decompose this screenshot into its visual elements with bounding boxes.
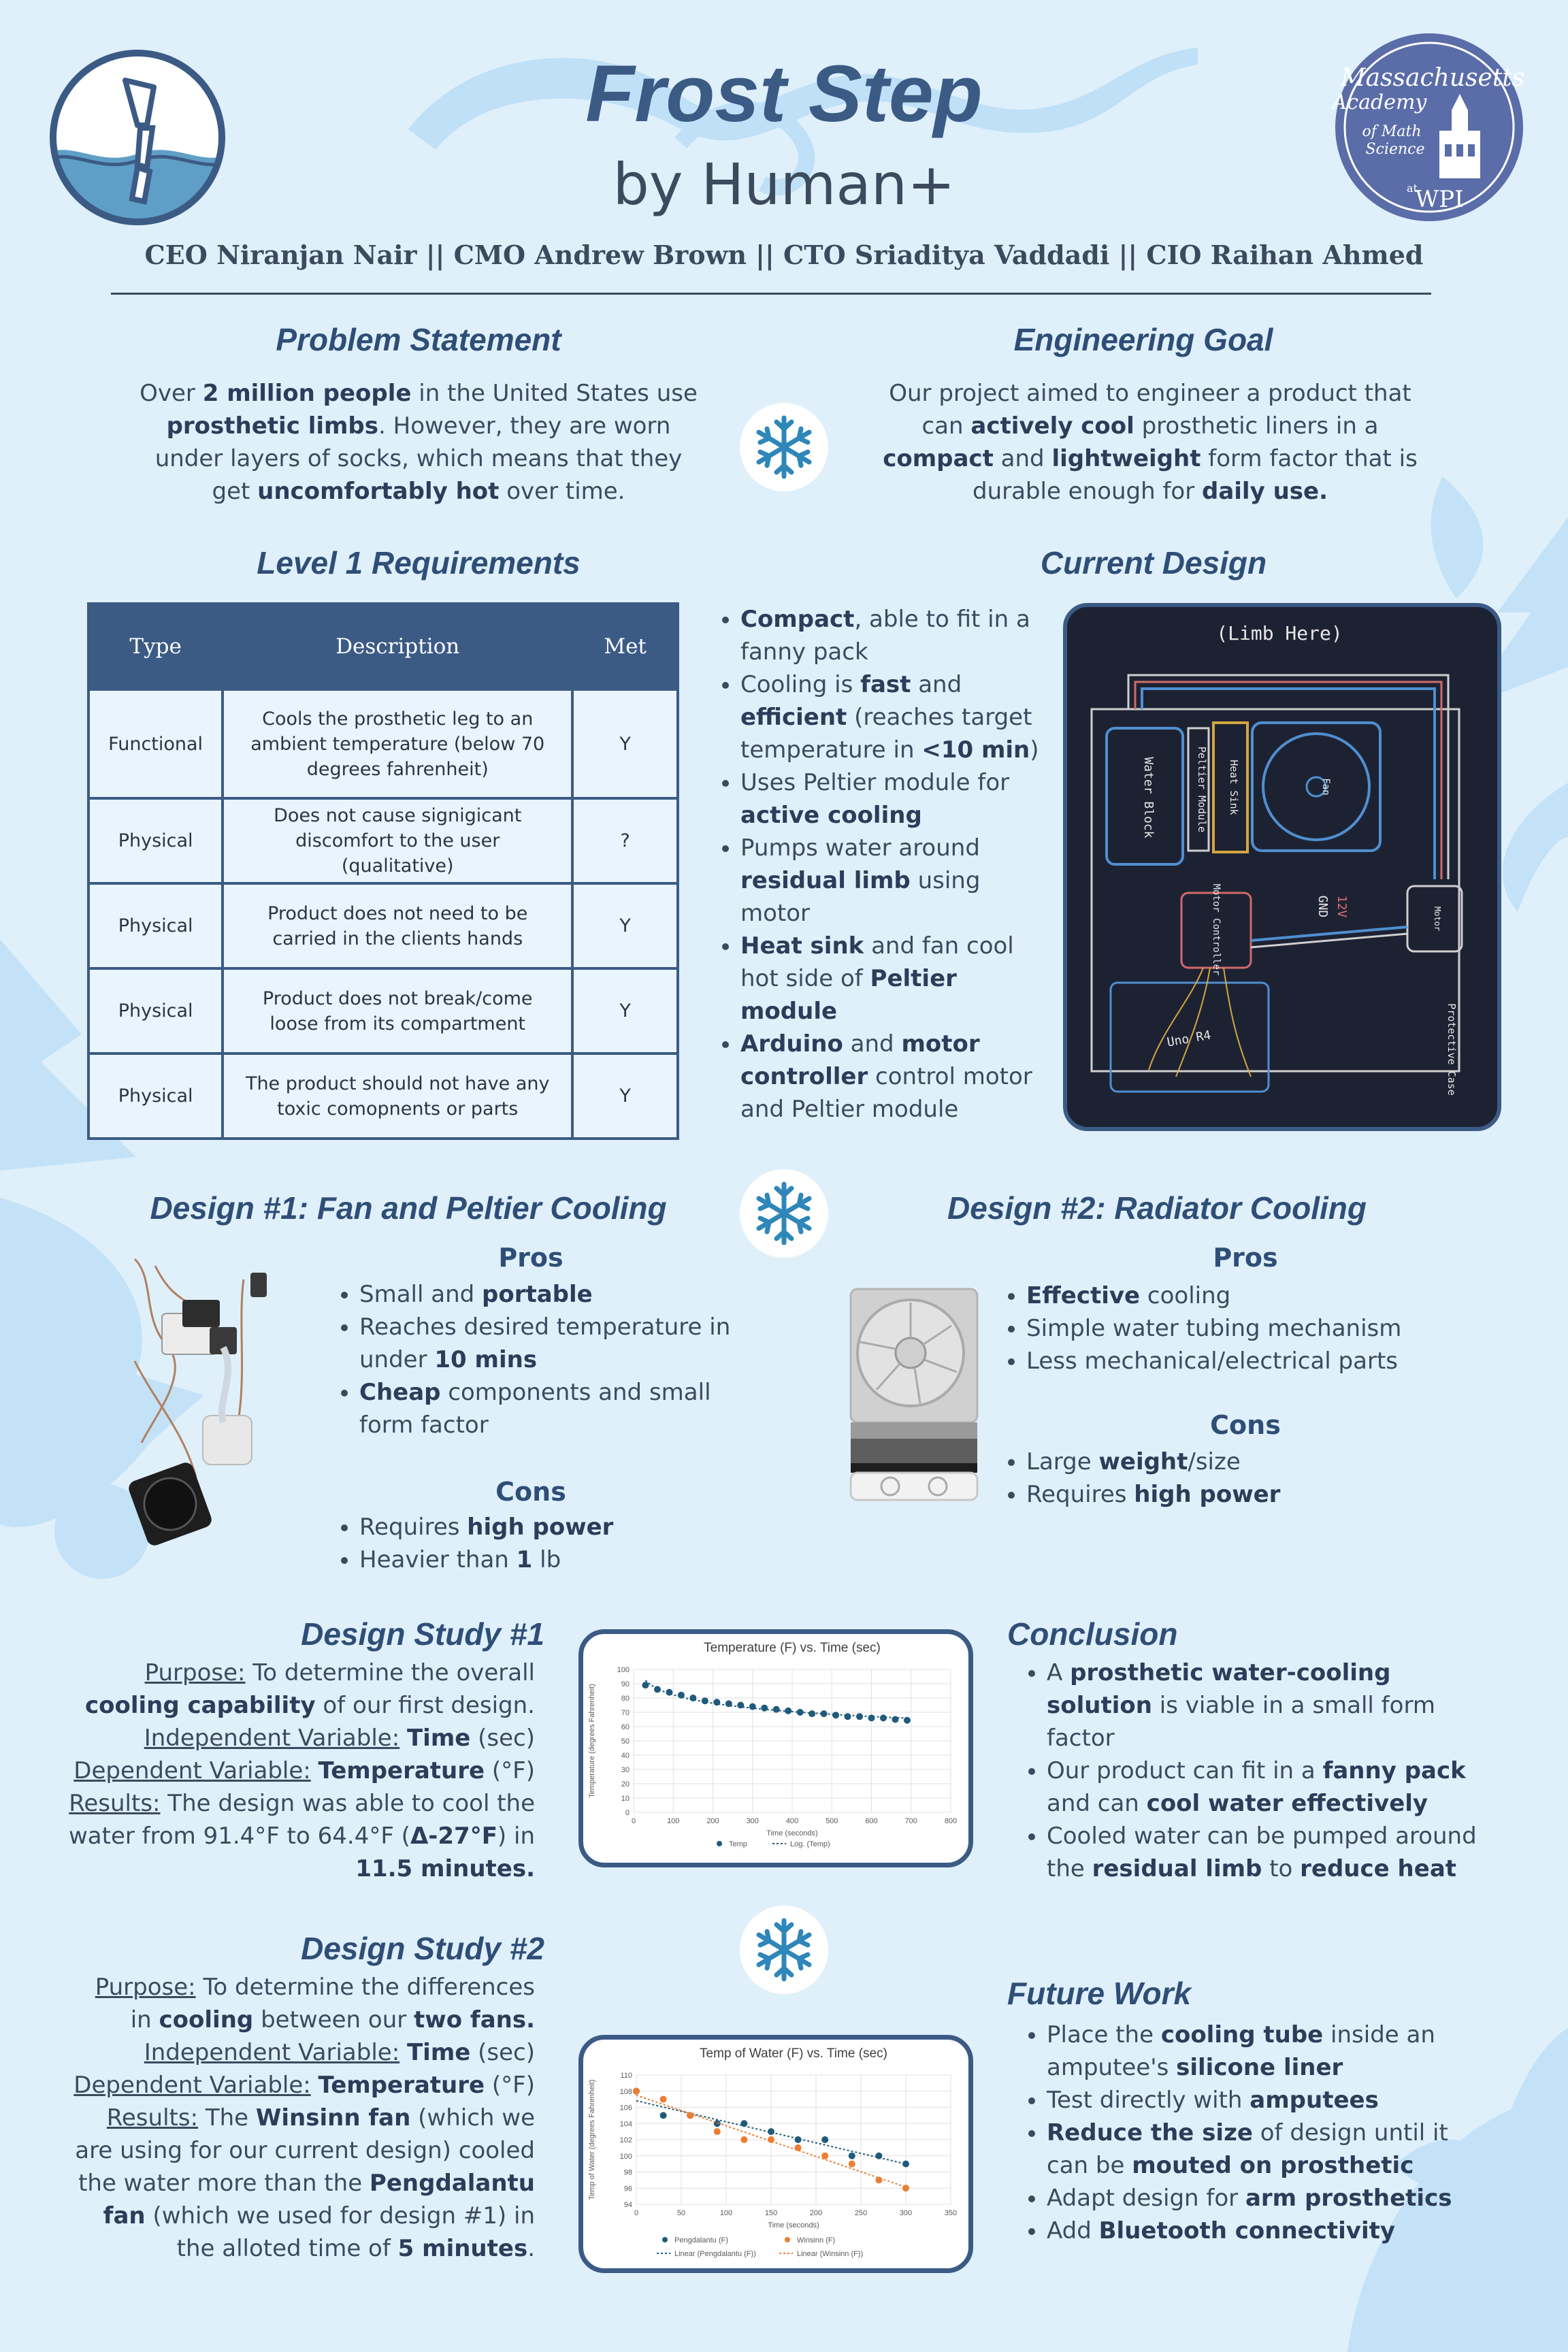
y-tick-label: 90: [621, 1680, 630, 1688]
y-tick-label: 106: [619, 2104, 632, 2112]
motor-controller-label: Motor Controller: [1211, 883, 1222, 976]
requirements-heading: Level 1 Requirements: [257, 545, 581, 581]
list-item: • Add Bluetooth connectivity: [1047, 2215, 1484, 2247]
design2-pros-list: [1000, 1279, 1463, 1377]
legend-marker: [717, 1841, 722, 1846]
x-tick-label: 200: [809, 2209, 823, 2217]
svg-text:Academy: Academy: [1332, 91, 1427, 114]
x-tick-label: 500: [826, 1817, 838, 1825]
x-tick-label: 800: [944, 1817, 958, 1825]
data-point: [875, 2176, 882, 2183]
legend-label: Linear (Pengdalantu (F)): [674, 2250, 756, 2258]
data-point: [795, 2144, 802, 2151]
legend-label: Temp: [729, 1840, 747, 1848]
cell-type: Physical: [88, 968, 223, 1054]
y-tick-label: 0: [625, 1809, 630, 1817]
conclusion-heading: Conclusion: [1007, 1616, 1178, 1652]
data-point: [856, 1713, 863, 1720]
list-item: • Heat sink and fan cool hot side of Peltier module: [740, 930, 1055, 1028]
study2-heading: Design Study #2: [301, 1931, 544, 1966]
cell-desc: The product should not have any toxic comopnents or parts: [223, 1054, 572, 1139]
list-item: • Cooling is fast and efficient (reaches target temperature in <10 min): [740, 668, 1055, 766]
design1-cons-list: [333, 1511, 735, 1576]
y-axis-label: Temp of Water (degrees Fahrenheit): [588, 2079, 596, 2200]
list-item: • Pumps water around residual limb using motor: [740, 832, 1055, 930]
cell-desc: Cools the prosthetic leg to an ambient temperature (below 70 degrees fahrenheit): [223, 689, 572, 798]
data-point: [797, 1709, 804, 1716]
data-point: [821, 2136, 828, 2143]
data-point: [904, 1717, 911, 1724]
x-tick-label: 150: [764, 2209, 778, 2217]
list-item: • Cooled water can be pumped around the residual limb to reduce heat: [1047, 1820, 1484, 1885]
list-item: • Effective cooling: [1026, 1279, 1463, 1312]
x-tick-label: 300: [746, 1817, 759, 1825]
current-design-diagram: [1063, 603, 1501, 1131]
study2-text: Purpose: To determine the differences in cooling between our two fans. Independent Variable: Time (sec) Dependent Variable: Temperature (°F) Results: The Winsinn fan (which we are using for our current design) cooled the water more than the Pengdalantu fan (which we used for design #1) in the alloted time of 5 minutes.: [74, 1974, 535, 2262]
data-point: [689, 1695, 696, 1701]
data-point: [795, 2136, 802, 2143]
x-tick-label: 0: [634, 2209, 639, 2217]
svg-text:of Math: of Math: [1362, 123, 1422, 140]
x-tick-label: 300: [899, 2209, 913, 2217]
limb-label: (Limb Here): [1216, 622, 1343, 644]
future-work-heading: Future Work: [1007, 1976, 1192, 2011]
data-point: [654, 1686, 661, 1693]
problem-text: Over 2 million people in the United States use prosthetic limbs. However, they are worn under layers of socks, which means that they get uncomfortably hot over time.: [140, 380, 698, 505]
header-divider: [111, 293, 1431, 295]
study1-heading: Design Study #1: [301, 1616, 544, 1652]
list-item: • Cheap components and small form factor: [359, 1376, 735, 1441]
snowflake-icon: [740, 403, 828, 491]
legend-marker: [785, 2237, 790, 2242]
data-point: [725, 1700, 732, 1707]
data-point: [849, 2161, 855, 2168]
conclusion-list: [1021, 1656, 1484, 1885]
goal-heading: Engineering Goal: [1013, 322, 1273, 357]
table-row: [88, 883, 678, 968]
data-point: [868, 1714, 875, 1721]
legend-marker: [662, 2237, 668, 2242]
gnd-label: GND: [1316, 895, 1330, 918]
list-item: • Simple water tubing mechanism: [1026, 1312, 1463, 1345]
data-point: [773, 1706, 780, 1713]
chart-title: Temperature (F) vs. Time (sec): [704, 1641, 881, 1655]
col-met: Met: [572, 604, 678, 689]
cell-desc: Product does not need to be carried in the clients hands: [223, 883, 572, 968]
data-point: [761, 1705, 768, 1712]
list-item: • A prosthetic water-cooling solution is viable in a small form factor: [1047, 1656, 1484, 1754]
data-point: [702, 1697, 708, 1704]
svg-text:WPI: WPI: [1415, 186, 1464, 213]
legend-label: Log. (Temp): [790, 1840, 830, 1848]
chart-water-temp-vs-time: [578, 2035, 973, 2273]
y-tick-label: 110: [620, 2072, 632, 2080]
data-point: [633, 2088, 640, 2095]
design2-heading: Design #2: Radiator Cooling: [947, 1190, 1367, 1226]
x-tick-label: 400: [785, 1817, 799, 1825]
list-item: • Small and portable: [359, 1278, 735, 1311]
peltier-label: Peltier Module: [1196, 746, 1208, 833]
data-point: [902, 2161, 909, 2168]
y-tick-label: 10: [621, 1795, 630, 1803]
cell-met: Y: [572, 968, 678, 1054]
table-row: [88, 689, 678, 798]
table-row: [88, 798, 678, 883]
data-point: [849, 2153, 855, 2159]
y-tick-label: 20: [621, 1780, 630, 1788]
y-tick-label: 100: [617, 1666, 630, 1674]
data-point: [740, 2136, 747, 2143]
design1-heading: Design #1: Fan and Peltier Cooling: [150, 1190, 667, 1226]
y-tick-label: 80: [621, 1695, 630, 1703]
svg-text:at: at: [1407, 182, 1418, 195]
chart-title: Temp of Water (F) vs. Time (sec): [700, 2046, 887, 2061]
case-label: Protective Case: [1446, 1003, 1458, 1096]
y-tick-label: 94: [623, 2201, 632, 2209]
uno-label: Uno R4: [1166, 1028, 1212, 1050]
y-tick-label: 70: [621, 1709, 630, 1717]
data-point: [714, 2128, 721, 2135]
snowflake-icon: [740, 1906, 828, 1994]
study1-text: Purpose: To determine the overall cooling capability of our first design. Independent Variable: Time (sec) Dependent Variable: Temperature (°F) Results: The design was able to cool the water from 91.4°F to 64.4°F (Δ-27°F) in 11.5 minutes.: [69, 1659, 535, 1882]
list-item: • Test directly with amputees: [1047, 2084, 1484, 2117]
design2-pros-heading: Pros: [1213, 1243, 1278, 1273]
data-point: [678, 1692, 685, 1699]
table-row: [88, 968, 678, 1054]
cell-met: Y: [572, 1054, 678, 1139]
goal-text: Our project aimed to engineer a product that can actively cool prosthetic liners in a compact and lightweight form factor that is durable enough for daily use.: [883, 380, 1418, 505]
x-tick-label: 50: [676, 2209, 686, 2217]
data-point: [875, 2153, 882, 2159]
x-tick-label: 0: [631, 1817, 636, 1825]
list-item: • Reaches desired temperature in under 10 mins: [359, 1311, 735, 1376]
cell-type: Functional: [88, 689, 223, 798]
data-point: [642, 1682, 649, 1688]
data-point: [737, 1702, 744, 1709]
y-tick-label: 98: [623, 2168, 632, 2177]
cell-type: Physical: [88, 1054, 223, 1139]
team-members: CEO Niranjan Nair || CMO Andrew Brown || CTO Sriaditya Vaddadi || CIO Raihan Ahmed: [144, 240, 1424, 270]
data-point: [660, 2096, 667, 2103]
data-point: [687, 2112, 693, 2119]
poster-title: Frost Step: [585, 49, 983, 139]
col-type: Type: [88, 604, 223, 689]
list-item: • Compact, able to fit in a fanny pack: [740, 603, 1055, 668]
data-point: [768, 2136, 774, 2143]
problem-heading: Problem Statement: [276, 322, 561, 357]
x-tick-label: 200: [706, 1817, 719, 1825]
cell-desc: Product does not break/come loose from its compartment: [223, 968, 572, 1054]
features-list: [715, 603, 1055, 1126]
poster-subtitle: by Human+: [612, 151, 956, 218]
data-point: [768, 2128, 774, 2135]
list-item: • Place the cooling tube inside an amputee's silicone liner: [1047, 2019, 1484, 2084]
y-tick-label: 40: [621, 1752, 630, 1760]
cell-met: ?: [572, 798, 678, 883]
x-tick-label: 100: [667, 1817, 680, 1825]
data-point: [902, 2185, 909, 2191]
y-axis-label: Temperature (degrees Fahrenheit): [588, 1684, 596, 1798]
data-point: [880, 1714, 887, 1721]
cell-desc: Does not cause signigicant discomfort to the user (qualitative): [223, 798, 572, 883]
data-point: [713, 1699, 720, 1705]
data-point: [740, 2120, 747, 2127]
future-work-list: [1021, 2019, 1484, 2247]
data-point: [666, 1689, 672, 1696]
design1-photo: [114, 1225, 293, 1565]
current-design-heading: Current Design: [1040, 545, 1267, 581]
list-item: • Adapt design for arm prosthetics: [1047, 2182, 1484, 2215]
cell-type: Physical: [88, 883, 223, 968]
list-item: • Uses Peltier module for active cooling: [740, 766, 1055, 832]
chart2-svg: [583, 2040, 968, 2268]
y-tick-label: 50: [621, 1737, 630, 1746]
motor-label: Motor: [1433, 906, 1442, 932]
x-tick-label: 100: [719, 2209, 733, 2217]
svg-text:Science: Science: [1365, 141, 1425, 158]
y-tick-label: 108: [619, 2087, 632, 2096]
data-point: [821, 1710, 828, 1717]
data-point: [660, 2112, 667, 2119]
data-point: [785, 1708, 791, 1714]
data-point: [821, 2153, 828, 2159]
list-item: • Less mechanical/electrical parts: [1026, 1345, 1463, 1377]
col-description: Description: [223, 604, 572, 689]
cell-met: Y: [572, 689, 678, 798]
design1-cons-heading: Cons: [495, 1477, 566, 1507]
x-tick-label: 700: [904, 1817, 917, 1825]
list-item: • Reduce the size of design until it can be mouted on prosthetic: [1047, 2117, 1484, 2182]
list-item: • Large weight/size: [1026, 1446, 1463, 1478]
x-axis-label: Time (seconds): [768, 2221, 819, 2230]
table-row: [88, 1054, 678, 1139]
design1-pros-list: [333, 1278, 735, 1441]
voltage-label: 12V: [1335, 895, 1349, 918]
cell-met: Y: [572, 883, 678, 968]
snowflake-icon: [740, 1169, 828, 1258]
list-item: • Requires high power: [359, 1511, 735, 1544]
legend-label: Pengdalantu (F): [674, 2236, 728, 2244]
y-tick-label: 60: [621, 1723, 630, 1731]
list-item: • Our product can fit in a fanny pack and can cool water effectively: [1047, 1754, 1484, 1820]
data-point: [749, 1703, 756, 1710]
fan-label: Fan: [1320, 778, 1331, 796]
chart1-svg: [583, 1634, 968, 1863]
x-tick-label: 250: [854, 2209, 868, 2217]
svg-text:Massachusetts: Massachusetts: [1340, 64, 1525, 92]
list-item: • Heavier than 1 lb: [359, 1544, 735, 1576]
list-item: • Requires high power: [1026, 1478, 1463, 1511]
design1-pros-heading: Pros: [498, 1243, 564, 1273]
radiator-photo: [849, 1288, 979, 1503]
data-point: [714, 2120, 721, 2127]
design2-cons-list: [1000, 1446, 1463, 1511]
x-tick-label: 350: [944, 2209, 958, 2217]
chart-temperature-vs-time: [578, 1629, 973, 1867]
design2-cons-heading: Cons: [1210, 1410, 1281, 1440]
data-point: [892, 1716, 898, 1723]
cell-type: Physical: [88, 798, 223, 883]
legend-label: Winsinn (F): [797, 2236, 836, 2244]
y-tick-label: 102: [619, 2136, 632, 2144]
data-point: [845, 1713, 851, 1720]
data-point: [832, 1712, 839, 1718]
heat-sink-label: Heat Sink: [1228, 760, 1240, 815]
y-tick-label: 96: [623, 2185, 632, 2193]
x-axis-label: Time (seconds): [766, 1829, 818, 1838]
list-item: • Arduino and motor controller control motor and Peltier module: [740, 1028, 1055, 1126]
water-block-label: Water Block: [1141, 757, 1156, 838]
y-tick-label: 104: [619, 2120, 632, 2129]
y-tick-label: 100: [619, 2152, 632, 2161]
x-tick-label: 600: [865, 1817, 878, 1825]
requirements-table: [87, 602, 679, 1140]
legend-label: Linear (Winsinn (F)): [797, 2250, 864, 2258]
y-tick-label: 30: [621, 1766, 630, 1774]
data-point: [808, 1710, 815, 1717]
